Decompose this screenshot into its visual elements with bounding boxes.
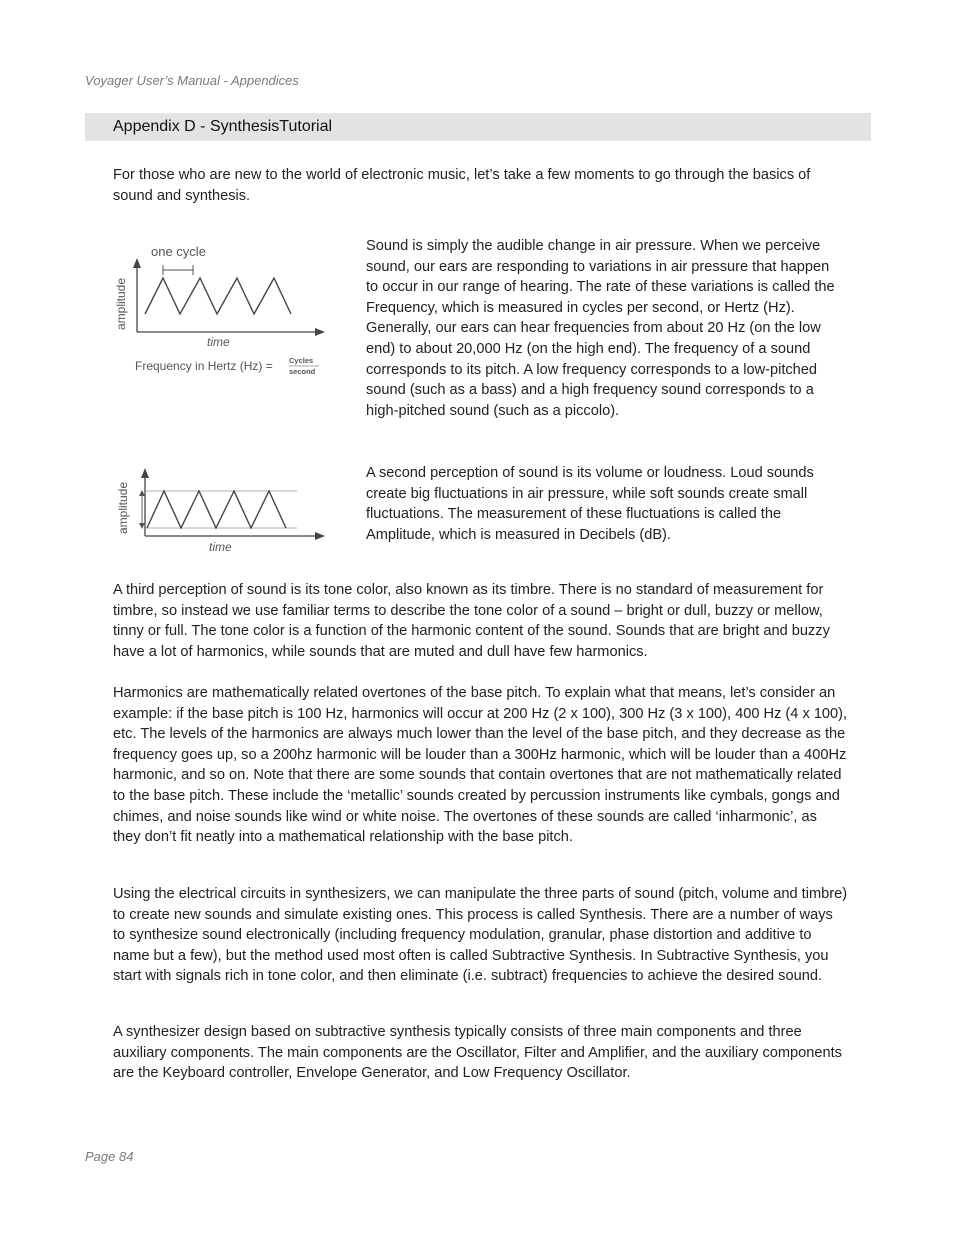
page-number: Page 84	[85, 1149, 134, 1164]
harmonics-paragraph: Harmonics are mathematically related overtones of the base pitch. To explain what that means, let’s consider an example: if the base pitch is 100 Hz, harmonics will occur at 200 Hz (2 x 100), 300 Hz (3 x 100), 400 Hz (4 x 100), etc. The levels of the harmonics are always much lower than the level of the base pitch, and they decrease as the frequency goes up, so a 200hz harmonic will be louder than a 300Hz harmonic, which will be louder than a 400Hz harmonic, and so on. Note that there are some sounds that contain overtones that are not mathematically related to the base pitch. These include the ‘metallic’ sounds created by percussion instruments like cymbals, gongs and chimes, and noise sounds like wind or white noise. The overtones of these sounds are called ‘inharmonic’, as they don’t fit neatly into a mathematical relationship with the base pitch.	[113, 685, 848, 846]
one-cycle-label: one cycle	[151, 244, 206, 259]
frequency-formula: Frequency in Hertz (Hz) =	[135, 359, 273, 373]
section-header-bar	[85, 113, 871, 141]
timbre-paragraph: A third perception of sound is its tone color, also known as its timbre. There is no standard of measurement for timbre, so instead we use familiar terms to describe the tone color of a sound – bright or dull, buzzy or mellow, tinny or full. The tone color is a function of the harmonic content of the sound. Sounds that are bright and buzzy have a lot of harmonics, while sounds that are muted and dull have few harmonics.	[113, 582, 830, 660]
y-axis-label: amplitude	[114, 277, 128, 330]
y-axis-label: amplitude	[116, 481, 130, 534]
formula-numerator: Cycles	[289, 356, 314, 365]
frequency-diagram	[113, 236, 333, 386]
components-paragraph: A synthesizer design based on subtractive synthesis typically consists of three main components and three auxiliary components. The main components are the Oscillator, Filter and Amplifier, and the auxiliary components are the Keyboard controller, Envelope Generator, and Low Frequency Oscillator.	[113, 1024, 842, 1082]
frequency-paragraph: Sound is simply the audible change in air pressure. When we perceive sound, our ears are responding to variations in air pressure that happen to occur in our range of hearing. The rate of these variations is called the Frequency, which is measured in cycles per second, or Hertz (Hz). Generally, our ears can hear frequencies from about 20 Hz (on the low end) to about 20,000 Hz (on the high end). The frequency of a sound corresponds to its pitch. A low frequency corresponds to a low-pitched sound (such as a bass) and a high frequency sound corresponds to a high-pitched sound (such as a piccolo).	[366, 238, 835, 419]
synthesis-paragraph: Using the electrical circuits in synthesizers, we can manipulate the three parts of sound (pitch, volume and timbre) to create new sounds and simulate existing ones. This process is called Synthesis. There are a number of ways to synthesize sound electronically (including frequency modulation, granular, phase distortion and additive to name but a few), but the method used most often is called Subtractive Synthesis. In Subtractive Synthesis, you start with signals rich in tone color, and then eliminate (i.e. subtract) frequencies to achieve the desired sound.	[113, 886, 848, 985]
amplitude-diagram	[113, 466, 333, 558]
x-axis-label: time	[207, 335, 230, 349]
x-axis-label: time	[209, 540, 232, 554]
intro-paragraph: For those who are new to the world of electronic music, let’s take a few moments to go through the basics of sound and synthesis.	[113, 167, 811, 204]
amplitude-paragraph: A second perception of sound is its volume or loudness. Loud sounds create big fluctuations in air pressure, while soft sounds create small fluctuations. The measurement of these fluctuations is called the Amplitude, which is measured in Decibels (dB).	[366, 465, 814, 543]
formula-denominator: second	[289, 367, 316, 376]
running-header: Voyager User’s Manual - Appendices	[85, 73, 299, 88]
section-title: Appendix D - SynthesisTutorial	[113, 118, 333, 135]
